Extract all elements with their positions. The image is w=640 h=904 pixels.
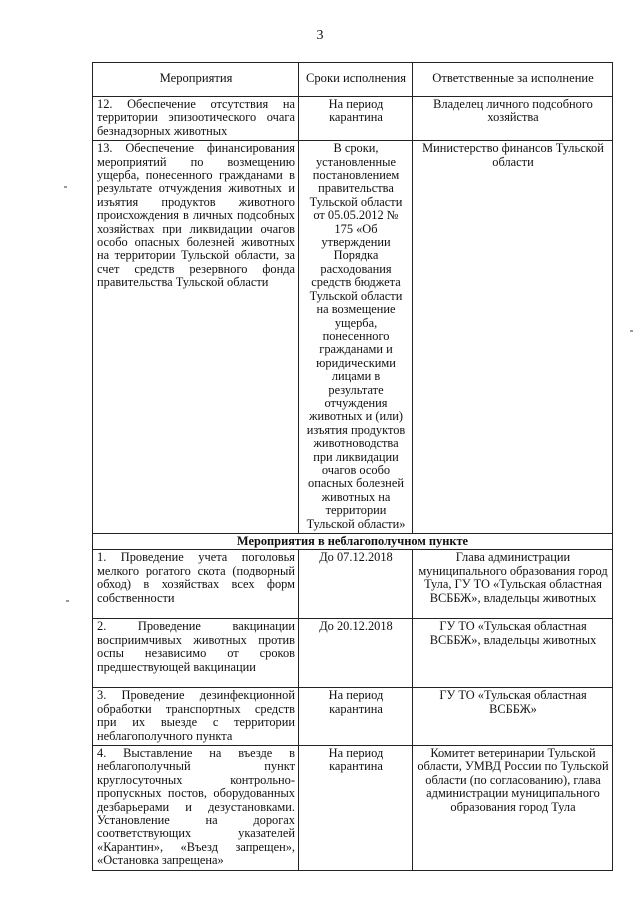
scan-speck [630,330,633,332]
table-row [93,97,613,141]
header-deadlines: Сроки исполнения [299,63,413,97]
scan-speck [64,186,67,188]
table-row [93,688,613,746]
deadline-cell: До 07.12.2018 [299,550,413,619]
event-cell: 3. Проведение дезинфекционной обработки транспортных средств при их выезде с территории неблагополучного пункта [93,688,299,746]
event-cell: 13. Обеспечение финансирования мероприятий по возмещению ущерба, понесенного гражданами в результате отчуждения животных и изъятия продуктов животного происхождения в личных подсобных хозяйствах при ликвидации очагов особо опасных болезней животных на территории Тульской области, за счет средств резервного фонда правительства Тульской области [93,141,299,534]
header-events: Мероприятия [93,63,299,97]
table-row [93,141,613,534]
scan-speck [66,600,69,602]
page-number: 3 [316,28,324,43]
event-cell: 12. Обеспечение отсутствия на территории эпизоотического очага безнадзорных животных [93,97,299,141]
section-header-row [93,534,613,550]
table-row [93,746,613,871]
responsible-cell: ГУ ТО «Тульская областная ВСББЖ», владельцы животных [413,619,613,688]
responsible-cell: Глава администрации муниципального образования город Тула, ГУ ТО «Тульская областная ВСББЖ», владельцы животных [413,550,613,619]
table-row [93,619,613,688]
header-responsible: Ответственные за исполнение [413,63,613,97]
table-header-row [93,63,613,97]
event-cell: 2. Проведение вакцинации восприимчивых животных против оспы независимо от сроков предшествующей вакцинации [93,619,299,688]
deadline-cell: На период карантина [299,688,413,746]
table-row [93,550,613,619]
responsible-cell: ГУ ТО «Тульская областная ВСББЖ» [413,688,613,746]
responsible-cell: Министерство финансов Тульской области [413,141,613,534]
event-cell: 4. Выставление на въезде в неблагополучный пункт круглосуточных контрольно-пропускных постов, оборудованных дезбарьерами и дезустановками. Установление на дорогах соответствующих указателей «Карантин», «Въезд запрещен», «Остановка запрещена» [93,746,299,871]
section-title: Мероприятия в неблагополучном пункте [93,534,613,550]
deadline-cell: На период карантина [299,97,413,141]
event-cell: 1. Проведение учета поголовья мелкого рогатого скота (подворный обход) в хозяйствах всех форм собственности [93,550,299,619]
deadline-cell: На период карантина [299,746,413,871]
responsible-cell: Владелец личного подсобного хозяйства [413,97,613,141]
deadline-cell: До 20.12.2018 [299,619,413,688]
responsible-cell: Комитет ветеринарии Тульской области, УМВД России по Тульской области (по согласованию), глава администрации муниципального образования город Тула [413,746,613,871]
measures-table [92,62,613,871]
deadline-cell: В сроки, установленные постановлением правительства Тульской области от 05.05.2012 № 175 «Об утверждении Порядка расходования средств бюджета Тульской области на возмещение ущерба, понесенного гражданами и юридическими лицами в результате отчуждения животных и (или) изъятия продуктов животноводства при ликвидации очагов особо опасных болезней животных на территории Тульской области» [299,141,413,534]
